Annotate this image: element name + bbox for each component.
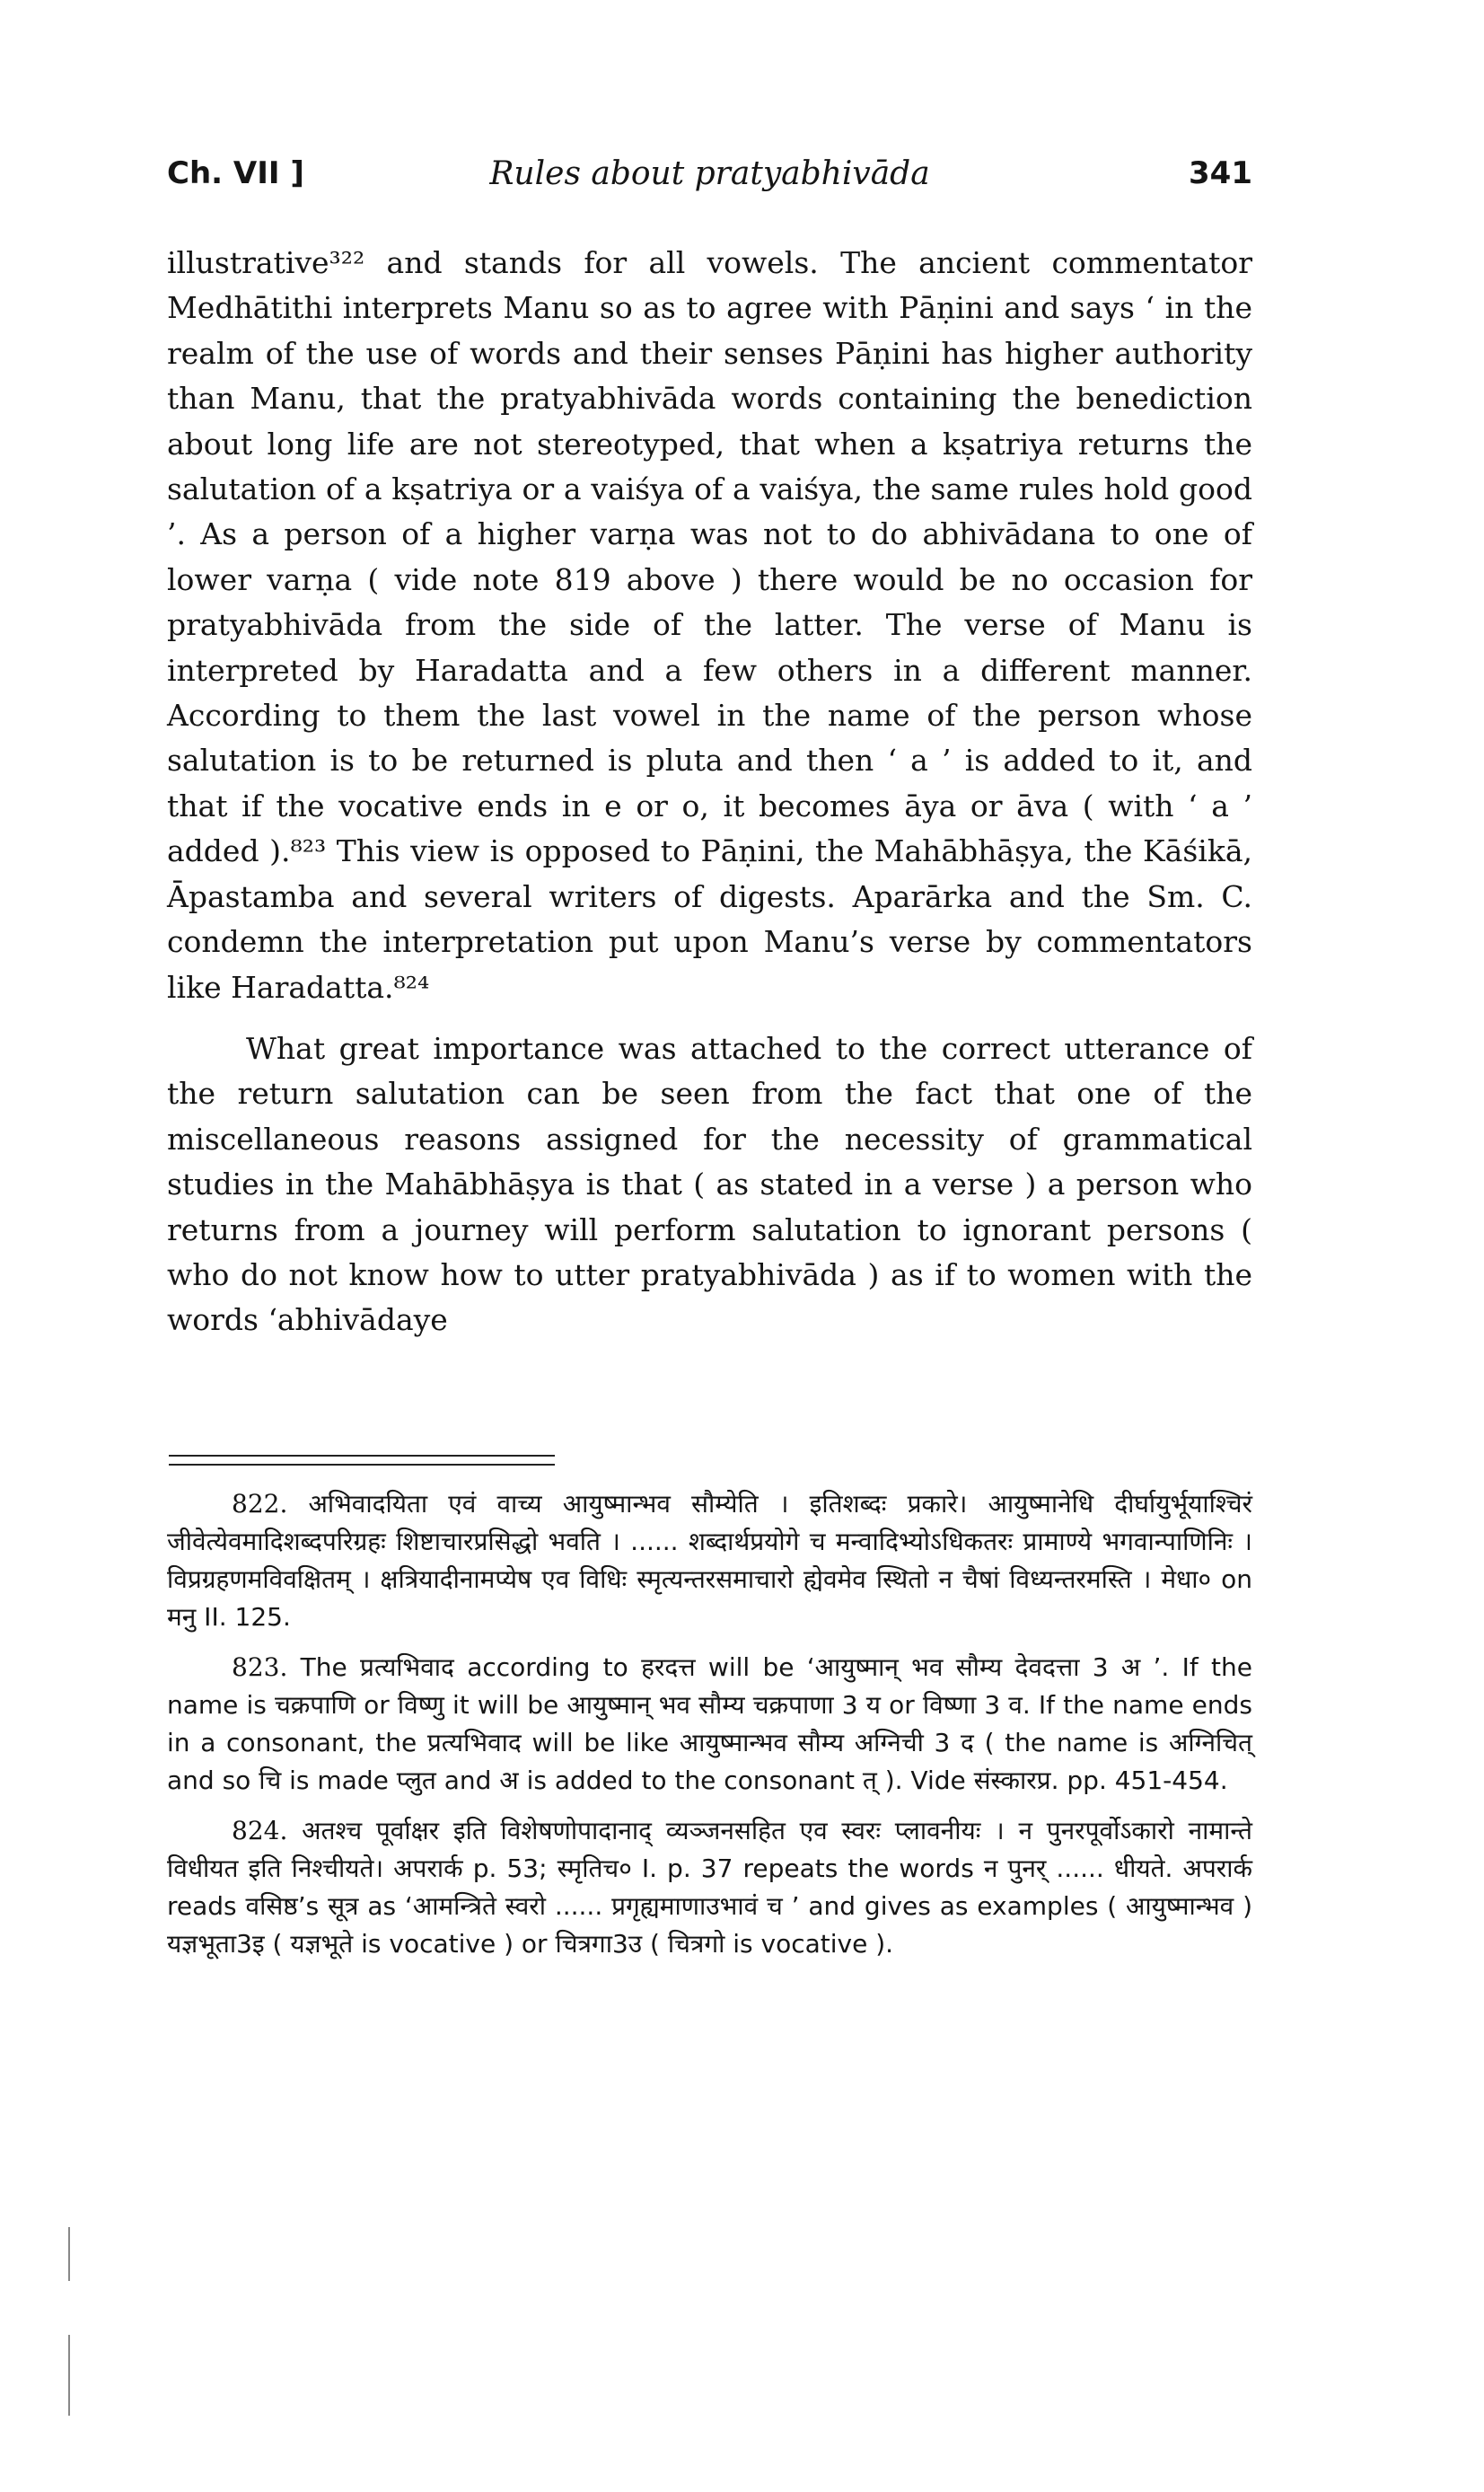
footnote-number: 822. bbox=[232, 1489, 288, 1519]
footnote-824 bbox=[167, 1812, 1252, 1963]
footnote-text: The प्रत्यभिवाद according to हरदत्त will be ‘आयुष्मान् भव सौम्य देवदत्ता 3 अ ’. If the name is चक्रपाणि or विष्णु it will be आयुष्मान् भव सौम्य चक्रपाणा 3 य or विष्णा 3 व. If the name ends in a consonant, the प्रत्यभिवाद will be like आयुष्मान्भव सौम्य अग्निची 3 द ( the name is अग्निचित् and so चि is made प्लुत and अ is added to the consonant त् ). Vide संस्कारप्र. pp. 451-454. bbox=[167, 1652, 1252, 1795]
footnote-number: 823. bbox=[232, 1652, 288, 1682]
footnote-823 bbox=[167, 1649, 1252, 1800]
footnotes bbox=[167, 1485, 1252, 1976]
page-number: 341 bbox=[1189, 155, 1252, 191]
chapter-label: Ch. VII ] bbox=[167, 155, 304, 191]
scan-margin-mark bbox=[68, 2227, 70, 2281]
footnote-separator bbox=[169, 1455, 555, 1466]
footnote-text: अतश्च पूर्वाक्षर इति विशेषणोपादानाद् व्यञ्जनसहित एव स्वरः प्लावनीयः । न पुनरपूर्वोऽकारो नामान्ते विधीयत इति निश्चीयते। अपरार्क p. 53; स्मृतिच० I. p. 37 repeats the words न पुनर् ...... धीयते. अपरार्क reads वसिष्ठ’s सूत्र as ‘आमन्त्रिते स्वरो ...... प्रगृह्यमाणाउभावं च ’ and gives as examples ( आयुष्मान्भव ) यज्ञभूता3इ ( यज्ञभूते is vocative ) or चित्रगा3उ ( चित्रगो is vocative ). bbox=[167, 1816, 1252, 1959]
footnote-text: अभिवादयिता एवं वाच्य आयुष्मान्भव सौम्येति । इतिशब्दः प्रकारे। आयुष्मानेधि दीर्घायुर्भूयाश्चिरं जीवेत्येवमादिशब्दपरिग्रहः शिष्टाचारप्रसिद्धो भवति । ...... शब्दार्थप्रयोगे च मन्वादिभ्योऽधिकतरः प्रामाण्ये भगवान्पाणिनिः । विप्रग्रहणमविवक्षितम् । क्षत्रियादीनामप्येष एव विधिः स्मृत्यन्तरसमाचारो ह्येवमेव स्थितो न चैषां विध्यन्तरमस्ति । मेधा० on मनु II. 125. bbox=[167, 1489, 1252, 1632]
scan-margin-mark bbox=[68, 2335, 70, 2416]
footnote-822 bbox=[167, 1485, 1252, 1636]
paragraph-1: illustrative³²² and stands for all vowels. The ancient commentator Medhātithi interprets Manu so as to agree with Pāṇini and says ‘ in the realm of the use of words and their senses Pāṇini has higher authority than Manu, that the pratyabhivāda words containing the benediction about long life are not stereotyped, that when a kṣatriya returns the salutation of a kṣatriya or a vaiśya of a vaiśya, the same rules hold good ’. As a person of a higher varṇa was not to do abhivādana to one of lower varṇa ( vide note 819 above ) there would be no occasion for pratyabhivāda from the side of the latter. The verse of Manu is interpreted by Haradatta and a few others in a different manner. According to them the last vowel in the name of the person whose salutation is to be returned is pluta and then ‘ a ’ is added to it, and that if the vocative ends in e or o, it becomes āya or āva ( with ‘ a ’ added ).⁸²³ This view is opposed to Pāṇini, the Mahābhāṣya, the Kāśikā, Āpastamba and several writers of digests. Aparārka and the Sm. C. condemn the interpretation put upon Manu’s verse by commentators like Haradatta.⁸²⁴ bbox=[167, 245, 1252, 1005]
page-header bbox=[167, 155, 1252, 209]
running-title: Rules about pratyabhivāda bbox=[489, 155, 930, 192]
main-text bbox=[167, 241, 1252, 1343]
footnote-number: 824. bbox=[232, 1816, 288, 1845]
paragraph-2: What great importance was attached to the correct utterance of the return salutation can be seen from the fact that one of the miscellaneous reasons assigned for the necessity of grammatical studies in the Mahābhāṣya is that ( as stated in a verse ) a person who returns from a journey will perform salutation to ignorant persons ( who do not know how to utter pratyabhivāda ) as if to women with the words ‘abhivādaye bbox=[167, 1030, 1252, 1338]
